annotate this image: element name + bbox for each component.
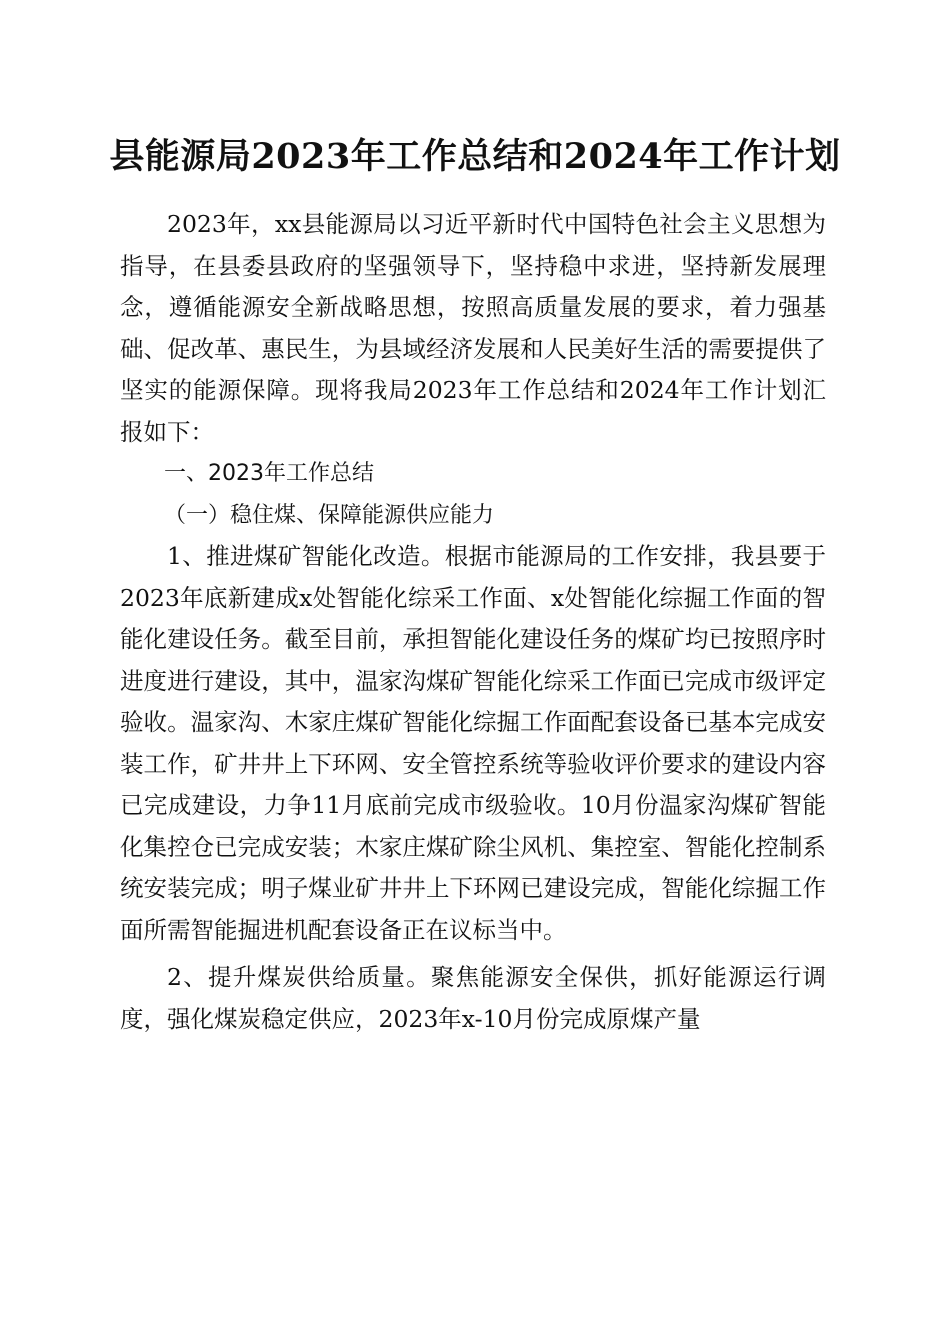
section-heading: 一、2023年工作总结 [164,461,374,486]
subsection-heading: （一）稳住煤、保障能源供应能力 [164,502,495,528]
paragraph-2: 2、提升煤炭供给质量。聚焦能源安全保供，抓好能源运行调度，强化煤炭稳定供应，2023年x-10月份完成原煤产量 [120,963,826,1033]
document-body [120,204,826,1040]
paragraph-1: 1、推进煤矿智能化改造。根据市能源局的工作安排，我县要于2023年底新建成x处智能化综采工作面、x处智能化综掘工作面的智能化建设任务。截至目前，承担智能化建设任务的煤矿均已按照序时进度进行建设，其中，温家沟煤矿智能化综采工作面已完成市级评定验收。温家沟、木家庄煤矿智能化综掘工作面配套设备已基本完成安装工作，矿井井上下环网、安全管控系统等验收评价要求的建设内容已完成建设，力争11月底前完成市级验收。10月份温家沟煤矿智能化集控仓已完成安装；木家庄煤矿除尘风机、集控室、智能化控制系统安装完成；明子煤业矿井井上下环网已建设完成，智能化综掘工作面所需智能掘进机配套设备正在议标当中。 [120,542,826,944]
intro-paragraph: 2023年，xx县能源局以习近平新时代中国特色社会主义思想为指导，在县委县政府的坚强领导下，坚持稳中求进，坚持新发展理念，遵循能源安全新战略思想，按照高质量发展的要求，着力强基础、促改革、惠民生，为县域经济发展和人民美好生活的需要提供了坚实的能源保障。现将我局2023年工作总结和2024年工作计划汇报如下： [120,210,826,446]
document-title: 县能源局2023年工作总结和2024年工作计划 [109,136,841,177]
